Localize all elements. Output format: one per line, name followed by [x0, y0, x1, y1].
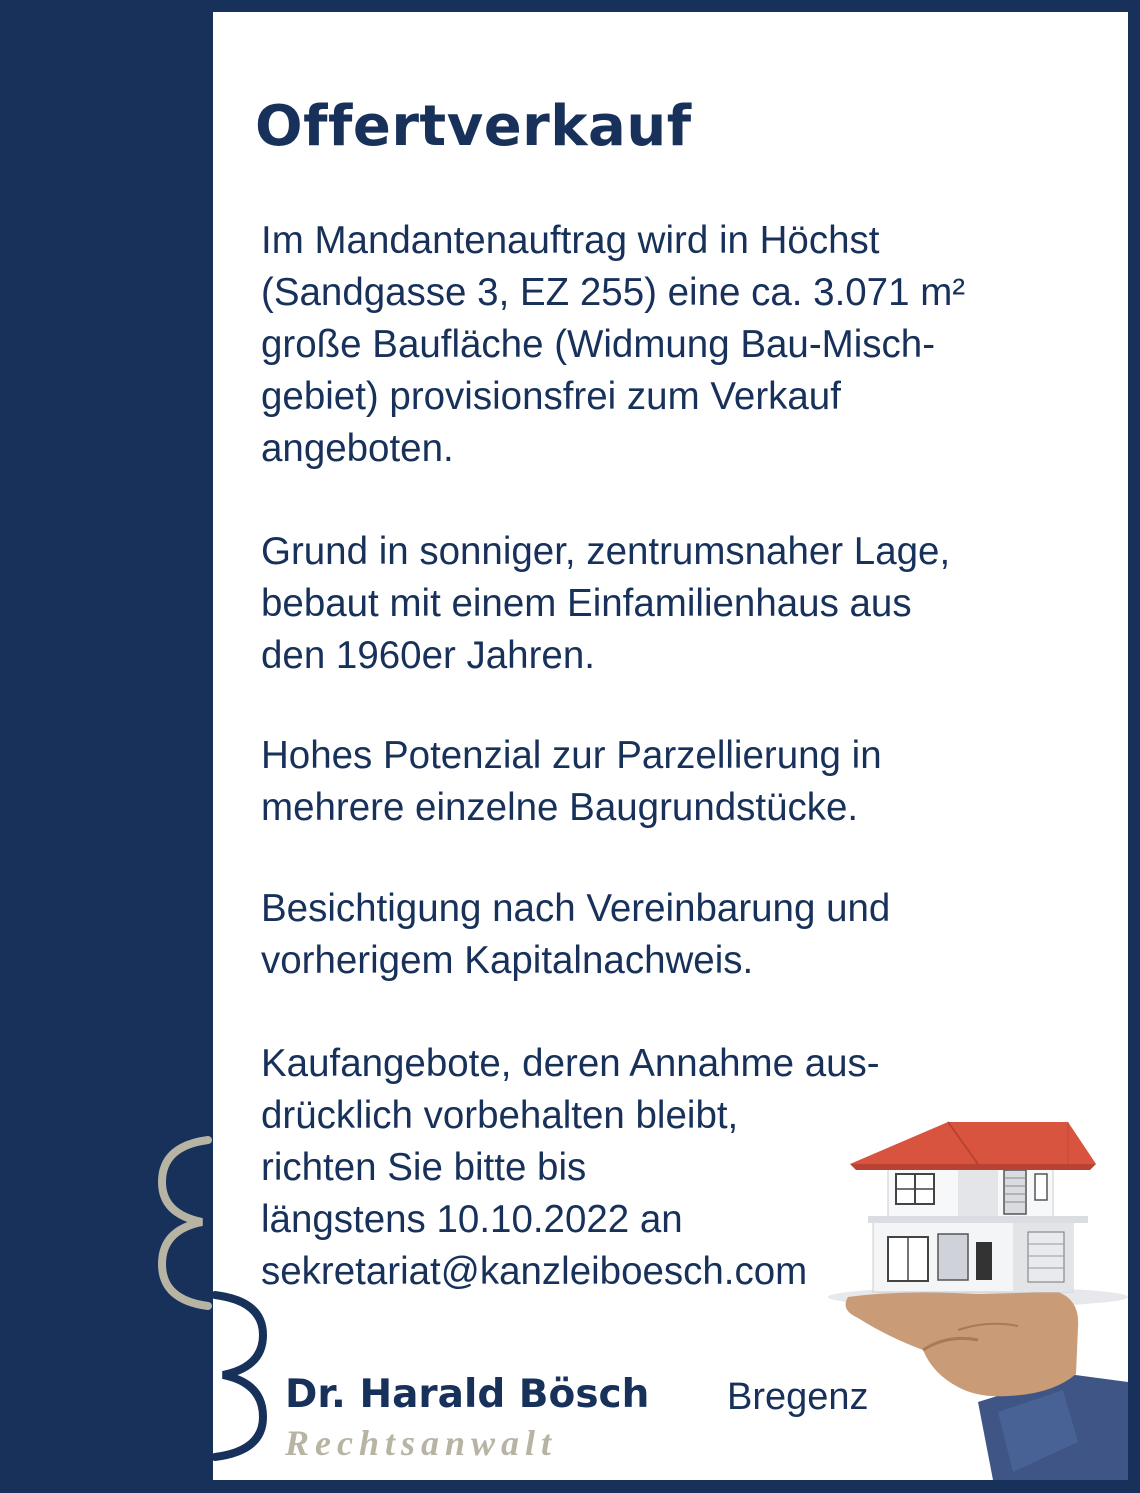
text-line: Kaufangebote, deren Annahme aus- — [261, 1042, 880, 1085]
contact-email[interactable]: sekretariat@kanzleiboesch.com — [261, 1250, 808, 1293]
text-line: vorherigem Kapitalnachweis. — [261, 939, 754, 982]
text-line: (Sandgasse 3, EZ 255) eine ca. 3.071 m² — [261, 271, 966, 314]
paragraph-offer — [261, 215, 965, 475]
lawyer-city: Bregenz — [727, 1376, 869, 1418]
lawyer-name: Dr. Harald Bösch — [285, 1372, 650, 1417]
text-line: längstens 10.10.2022 an — [261, 1198, 683, 1241]
paragraph-potential — [261, 730, 882, 834]
text-line: Hohes Potenzial zur Parzellierung in — [261, 734, 882, 777]
text-line: richten Sie bitte bis — [261, 1146, 587, 1189]
logo-arc-blue — [205, 1287, 275, 1462]
text-line: drücklich vorbehalten bleibt, — [261, 1094, 739, 1137]
house-on-hand-illustration — [828, 1112, 1128, 1480]
text-line: angeboten. — [261, 427, 454, 470]
ad-title: Offertverkauf — [255, 94, 692, 159]
text-line: Im Mandantenauftrag wird in Höchst — [261, 219, 880, 262]
text-line: gebiet) provisionsfrei zum Verkauf — [261, 375, 841, 418]
text-line: Grund in sonniger, zentrumsnaher Lage, — [261, 530, 951, 573]
text-line: den 1960er Jahren. — [261, 634, 595, 677]
text-line: bebaut mit einem Einfamilienhaus aus — [261, 582, 912, 625]
ad-panel — [213, 12, 1128, 1480]
logo-arc-grey — [150, 1132, 220, 1312]
paragraph-location — [261, 526, 950, 682]
paragraph-contact — [261, 1038, 880, 1298]
lawyer-profession: Rechtsanwalt — [285, 1423, 558, 1463]
paragraph-viewing — [261, 883, 890, 987]
text-line: mehrere einzelne Baugrundstücke. — [261, 786, 859, 829]
text-line: Besichtigung nach Vereinbarung und — [261, 887, 891, 930]
text-line: große Baufläche (Widmung Bau-Misch- — [261, 323, 936, 366]
